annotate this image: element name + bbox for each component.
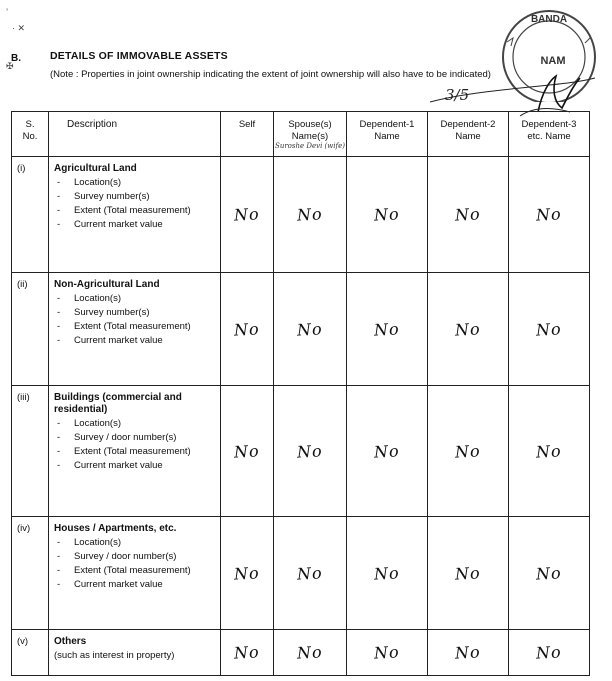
row-serial-number: (v)	[12, 630, 49, 676]
value-dependent-2-cell	[428, 157, 509, 273]
value-self-cell	[221, 517, 274, 630]
asset-field-label: - Survey number(s)	[54, 191, 216, 204]
asset-field-label: - Extent (Total measurement)	[54, 565, 216, 578]
margin-mark-middle: · ✕	[12, 23, 26, 33]
value-dependent-2-handwritten: No	[454, 440, 482, 462]
header-self: Self	[221, 112, 274, 157]
value-self-handwritten: No	[233, 204, 261, 225]
asset-field-label: - Location(s)	[54, 418, 216, 431]
value-dependent-2-cell	[428, 630, 509, 676]
value-spouse-handwritten: No	[296, 642, 324, 663]
value-self-cell	[221, 386, 274, 517]
value-spouse-cell	[274, 157, 347, 273]
value-self-cell	[221, 273, 274, 386]
value-dependent-1-cell	[347, 517, 428, 630]
header-dependent-2: Dependent-2 Name	[428, 112, 509, 157]
value-dependent-1-handwritten: No	[373, 440, 401, 462]
table-row	[12, 273, 590, 386]
value-dependent-1-handwritten: No	[373, 318, 401, 340]
value-dependent-3-handwritten: No	[535, 642, 563, 663]
value-self-handwritten: No	[233, 562, 261, 584]
asset-field-label: - Current market value	[54, 335, 216, 348]
asset-category: Houses / Apartments, etc.	[54, 523, 177, 534]
header-description: Description	[49, 112, 221, 157]
asset-category-subtitle: (such as interest in property)	[54, 650, 175, 661]
value-dependent-3-cell	[509, 157, 590, 273]
stamp-text-middle: NAM	[540, 55, 566, 67]
asset-field-label: - Survey / door number(s)	[54, 551, 216, 564]
value-dependent-3-cell	[509, 386, 590, 517]
value-spouse-cell	[274, 386, 347, 517]
table-row	[12, 517, 590, 630]
value-self-cell	[221, 630, 274, 676]
row-serial-number: (iii)	[12, 386, 49, 517]
row-serial-number: (ii)	[12, 273, 49, 386]
value-dependent-3-handwritten: No	[535, 562, 563, 584]
value-dependent-3-handwritten: No	[535, 318, 563, 340]
value-dependent-1-handwritten: No	[373, 204, 401, 225]
value-dependent-2-cell	[428, 386, 509, 517]
table-header-row	[12, 112, 590, 157]
asset-category: Agricultural Land	[54, 163, 137, 174]
asset-field-label: - Survey / door number(s)	[54, 432, 216, 445]
row-description	[49, 517, 221, 630]
asset-category: Buildings (commercial and residential)	[54, 392, 182, 415]
value-spouse-handwritten: No	[296, 318, 324, 340]
row-serial-number: (iv)	[12, 517, 49, 630]
row-description	[49, 386, 221, 517]
value-dependent-1-cell	[347, 157, 428, 273]
row-serial-number: (i)	[12, 157, 49, 273]
asset-field-label: - Extent (Total measurement)	[54, 205, 216, 218]
row-description	[49, 273, 221, 386]
asset-field-label: - Current market value	[54, 579, 216, 592]
value-spouse-handwritten: No	[296, 562, 324, 584]
margin-mark-bottom: ✠	[6, 61, 14, 71]
asset-field-label: - Location(s)	[54, 177, 216, 190]
value-dependent-2-handwritten: No	[454, 204, 482, 225]
value-dependent-3-cell	[509, 273, 590, 386]
asset-field-label: - Location(s)	[54, 537, 216, 550]
value-spouse-handwritten: No	[296, 440, 324, 462]
value-dependent-1-handwritten: No	[373, 562, 401, 584]
asset-field-label: - Extent (Total measurement)	[54, 321, 216, 334]
asset-field-label: - Current market value	[54, 460, 216, 473]
value-dependent-2-handwritten: No	[454, 562, 482, 584]
header-dependent-3: Dependent-3 etc. Name	[509, 112, 590, 157]
value-spouse-handwritten: No	[296, 204, 324, 225]
row-description	[49, 157, 221, 273]
value-dependent-2-handwritten: No	[454, 318, 482, 340]
header-spouse	[274, 112, 347, 157]
value-dependent-2-handwritten: No	[454, 642, 482, 663]
immovable-assets-table	[11, 111, 590, 676]
value-dependent-1-cell	[347, 386, 428, 517]
value-dependent-3-handwritten: No	[535, 204, 563, 225]
value-dependent-1-cell	[347, 630, 428, 676]
table-row	[12, 630, 590, 676]
value-self-handwritten: No	[233, 318, 261, 340]
margin-mark-top: ’	[6, 7, 8, 17]
header-dependent-1: Dependent-1 Name	[347, 112, 428, 157]
handwritten-page-ref: 3/5	[445, 86, 470, 104]
value-spouse-cell	[274, 273, 347, 386]
stamp-text-top: BANDA	[530, 14, 568, 25]
value-dependent-1-handwritten: No	[373, 642, 401, 663]
value-dependent-3-cell	[509, 517, 590, 630]
value-self-cell	[221, 157, 274, 273]
value-dependent-2-cell	[428, 517, 509, 630]
section-letter: B.	[11, 53, 21, 64]
table-row	[12, 157, 590, 273]
value-self-handwritten: No	[233, 440, 261, 462]
row-description	[49, 630, 221, 676]
asset-field-label: - Extent (Total measurement)	[54, 446, 216, 459]
spouse-handwritten-name: Suroshe Devi (wife)	[275, 142, 345, 150]
header-sno: S. No.	[12, 112, 49, 157]
section-note: (Note : Properties in joint ownership indicating the extent of joint ownership will also have to be indicated)	[50, 69, 491, 80]
asset-category: Non-Agricultural Land	[54, 279, 160, 290]
table-row	[12, 386, 590, 517]
value-spouse-cell	[274, 517, 347, 630]
asset-category: Others	[54, 636, 87, 647]
value-spouse-cell	[274, 630, 347, 676]
value-dependent-2-cell	[428, 273, 509, 386]
value-dependent-3-handwritten: No	[535, 440, 563, 462]
value-self-handwritten: No	[233, 642, 261, 663]
asset-field-label: - Current market value	[54, 219, 216, 232]
value-dependent-3-cell	[509, 630, 590, 676]
asset-field-label: - Survey number(s)	[54, 307, 216, 320]
value-dependent-1-cell	[347, 273, 428, 386]
asset-field-label: - Location(s)	[54, 293, 216, 306]
header-spouse-label: Spouse(s) Name(s)	[288, 119, 332, 142]
section-title: DETAILS OF IMMOVABLE ASSETS	[50, 50, 228, 62]
